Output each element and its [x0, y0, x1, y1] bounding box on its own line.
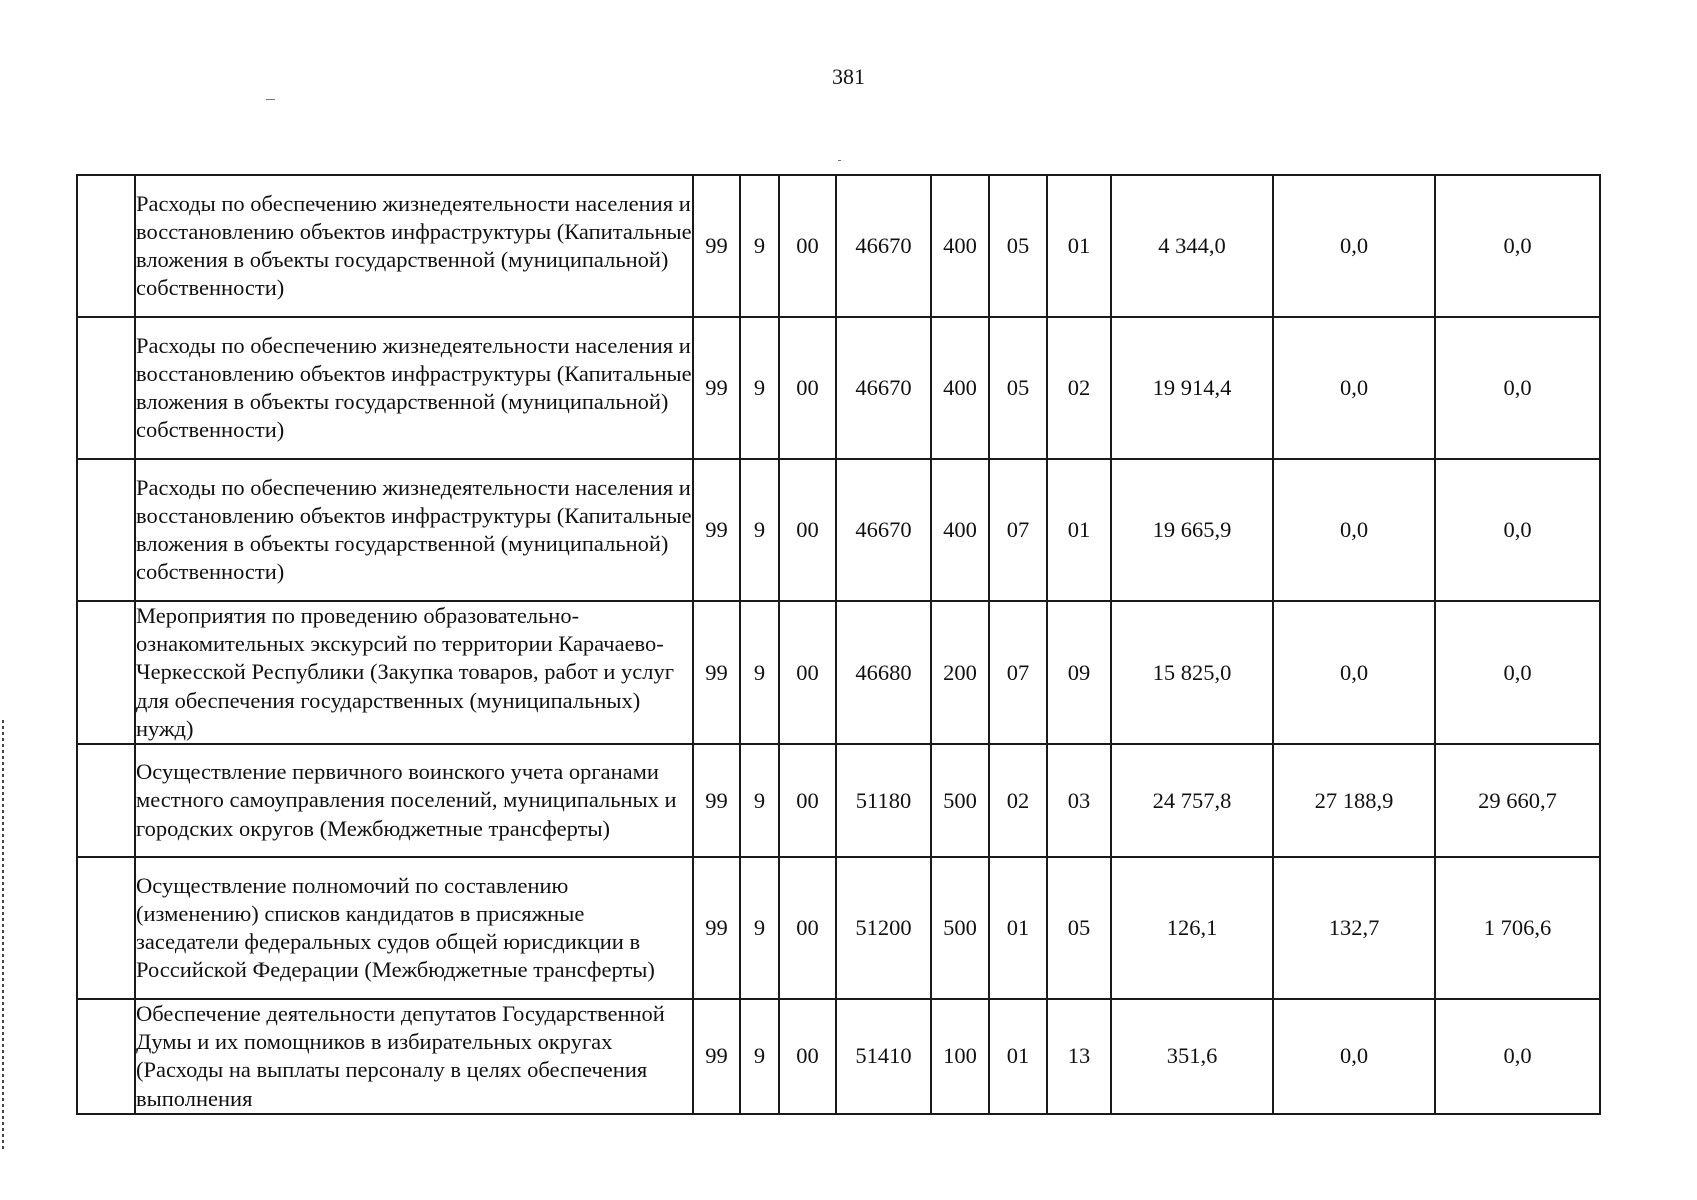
program-code-cell: 99: [693, 317, 740, 459]
group-code-cell: 00: [779, 459, 836, 601]
amount-year-1-cell: 4 344,0: [1111, 175, 1273, 317]
amount-year-1-cell: 351,6: [1111, 999, 1273, 1114]
description-cell: Осуществление полномочий по составлению (изменению) списков кандидатов в присяжные заседатели федеральных судов общей юрисдикции в Российской Федерации (Межбюджетные трансферты): [135, 857, 693, 999]
amount-year-3-cell: 1 706,6: [1435, 857, 1600, 999]
table-row: [77, 744, 1600, 857]
subprogram-code-cell: 9: [740, 999, 779, 1114]
amount-year-3-cell: 0,0: [1435, 175, 1600, 317]
table-row: [77, 601, 1600, 744]
direction-code-cell: 46670: [836, 175, 931, 317]
group-code-cell: 00: [779, 175, 836, 317]
table-row: [77, 317, 1600, 459]
program-code-cell: 99: [693, 857, 740, 999]
subprogram-code-cell: 9: [740, 317, 779, 459]
page-number: 381: [832, 64, 865, 89]
description-cell: Расходы по обеспечению жизнедеятельности населения и восстановлению объектов инфраструктуры (Капитальные вложения в объекты государственной (муниципальной) собственности): [135, 175, 693, 317]
group-code-cell: 00: [779, 857, 836, 999]
subsection-cell: 01: [1047, 175, 1111, 317]
program-code-cell: 99: [693, 175, 740, 317]
direction-code-cell: 51180: [836, 744, 931, 857]
amount-year-2-cell: 132,7: [1273, 857, 1435, 999]
amount-year-2-cell: 0,0: [1273, 175, 1435, 317]
direction-code-cell: 51200: [836, 857, 931, 999]
table-row: [77, 175, 1600, 317]
group-code-cell: 00: [779, 601, 836, 744]
subprogram-code-cell: 9: [740, 175, 779, 317]
amount-year-1-cell: 19 914,4: [1111, 317, 1273, 459]
direction-code-cell: 51410: [836, 999, 931, 1114]
section-cell: 05: [989, 317, 1047, 459]
expense-type-cell: 100: [931, 999, 989, 1114]
subsection-cell: 13: [1047, 999, 1111, 1114]
group-code-cell: 00: [779, 744, 836, 857]
amount-year-2-cell: 0,0: [1273, 601, 1435, 744]
subsection-cell: 03: [1047, 744, 1111, 857]
direction-code-cell: 46670: [836, 459, 931, 601]
subsection-cell: 05: [1047, 857, 1111, 999]
description-cell: Мероприятия по проведению образовательно-ознакомительных экскурсий по территории Карачаево-Черкесской Республики (Закупка товаров, работ и услуг для обеспечения государственных (муниципальных) нужд): [135, 601, 693, 744]
description-cell: Расходы по обеспечению жизнедеятельности населения и восстановлению объектов инфраструктуры (Капитальные вложения в объекты государственной (муниципальной) собственности): [135, 459, 693, 601]
table-row: [77, 459, 1600, 601]
subprogram-code-cell: 9: [740, 857, 779, 999]
direction-code-cell: 46670: [836, 317, 931, 459]
scan-speck: [266, 99, 275, 100]
row-index-cell: [77, 459, 135, 601]
expense-type-cell: 400: [931, 317, 989, 459]
scan-speck: [838, 160, 841, 161]
section-cell: 01: [989, 857, 1047, 999]
amount-year-2-cell: 27 188,9: [1273, 744, 1435, 857]
subsection-cell: 02: [1047, 317, 1111, 459]
direction-code-cell: 46680: [836, 601, 931, 744]
expense-type-cell: 200: [931, 601, 989, 744]
program-code-cell: 99: [693, 999, 740, 1114]
table-row: [77, 857, 1600, 999]
expense-type-cell: 400: [931, 459, 989, 601]
amount-year-2-cell: 0,0: [1273, 459, 1435, 601]
row-index-cell: [77, 317, 135, 459]
budget-table: [76, 174, 1601, 1115]
amount-year-1-cell: 126,1: [1111, 857, 1273, 999]
description-cell: Осуществление первичного воинского учета органами местного самоуправления поселений, муниципальных и городских округов (Межбюджетные трансферты): [135, 744, 693, 857]
expense-type-cell: 500: [931, 744, 989, 857]
section-cell: 02: [989, 744, 1047, 857]
section-cell: 01: [989, 999, 1047, 1114]
table-row: [77, 999, 1600, 1114]
group-code-cell: 00: [779, 999, 836, 1114]
subprogram-code-cell: 9: [740, 459, 779, 601]
group-code-cell: 00: [779, 317, 836, 459]
amount-year-1-cell: 19 665,9: [1111, 459, 1273, 601]
program-code-cell: 99: [693, 459, 740, 601]
expense-type-cell: 400: [931, 175, 989, 317]
amount-year-2-cell: 0,0: [1273, 317, 1435, 459]
program-code-cell: 99: [693, 744, 740, 857]
amount-year-3-cell: 0,0: [1435, 999, 1600, 1114]
description-cell: Обеспечение деятельности депутатов Государственной Думы и их помощников в избирательных округах (Расходы на выплаты персоналу в целях обеспечения выполнения: [135, 999, 693, 1114]
row-index-cell: [77, 744, 135, 857]
program-code-cell: 99: [693, 601, 740, 744]
description-cell: Расходы по обеспечению жизнедеятельности населения и восстановлению объектов инфраструктуры (Капитальные вложения в объекты государственной (муниципальной) собственности): [135, 317, 693, 459]
amount-year-1-cell: 24 757,8: [1111, 744, 1273, 857]
row-index-cell: [77, 601, 135, 744]
amount-year-3-cell: 0,0: [1435, 459, 1600, 601]
expense-type-cell: 500: [931, 857, 989, 999]
section-cell: 07: [989, 601, 1047, 744]
amount-year-2-cell: 0,0: [1273, 999, 1435, 1114]
subprogram-code-cell: 9: [740, 601, 779, 744]
row-index-cell: [77, 857, 135, 999]
section-cell: 05: [989, 175, 1047, 317]
subsection-cell: 09: [1047, 601, 1111, 744]
subsection-cell: 01: [1047, 459, 1111, 601]
row-index-cell: [77, 175, 135, 317]
scan-edge-artifact: [2, 720, 4, 1150]
amount-year-3-cell: 29 660,7: [1435, 744, 1600, 857]
amount-year-3-cell: 0,0: [1435, 317, 1600, 459]
amount-year-1-cell: 15 825,0: [1111, 601, 1273, 744]
subprogram-code-cell: 9: [740, 744, 779, 857]
row-index-cell: [77, 999, 135, 1114]
section-cell: 07: [989, 459, 1047, 601]
amount-year-3-cell: 0,0: [1435, 601, 1600, 744]
